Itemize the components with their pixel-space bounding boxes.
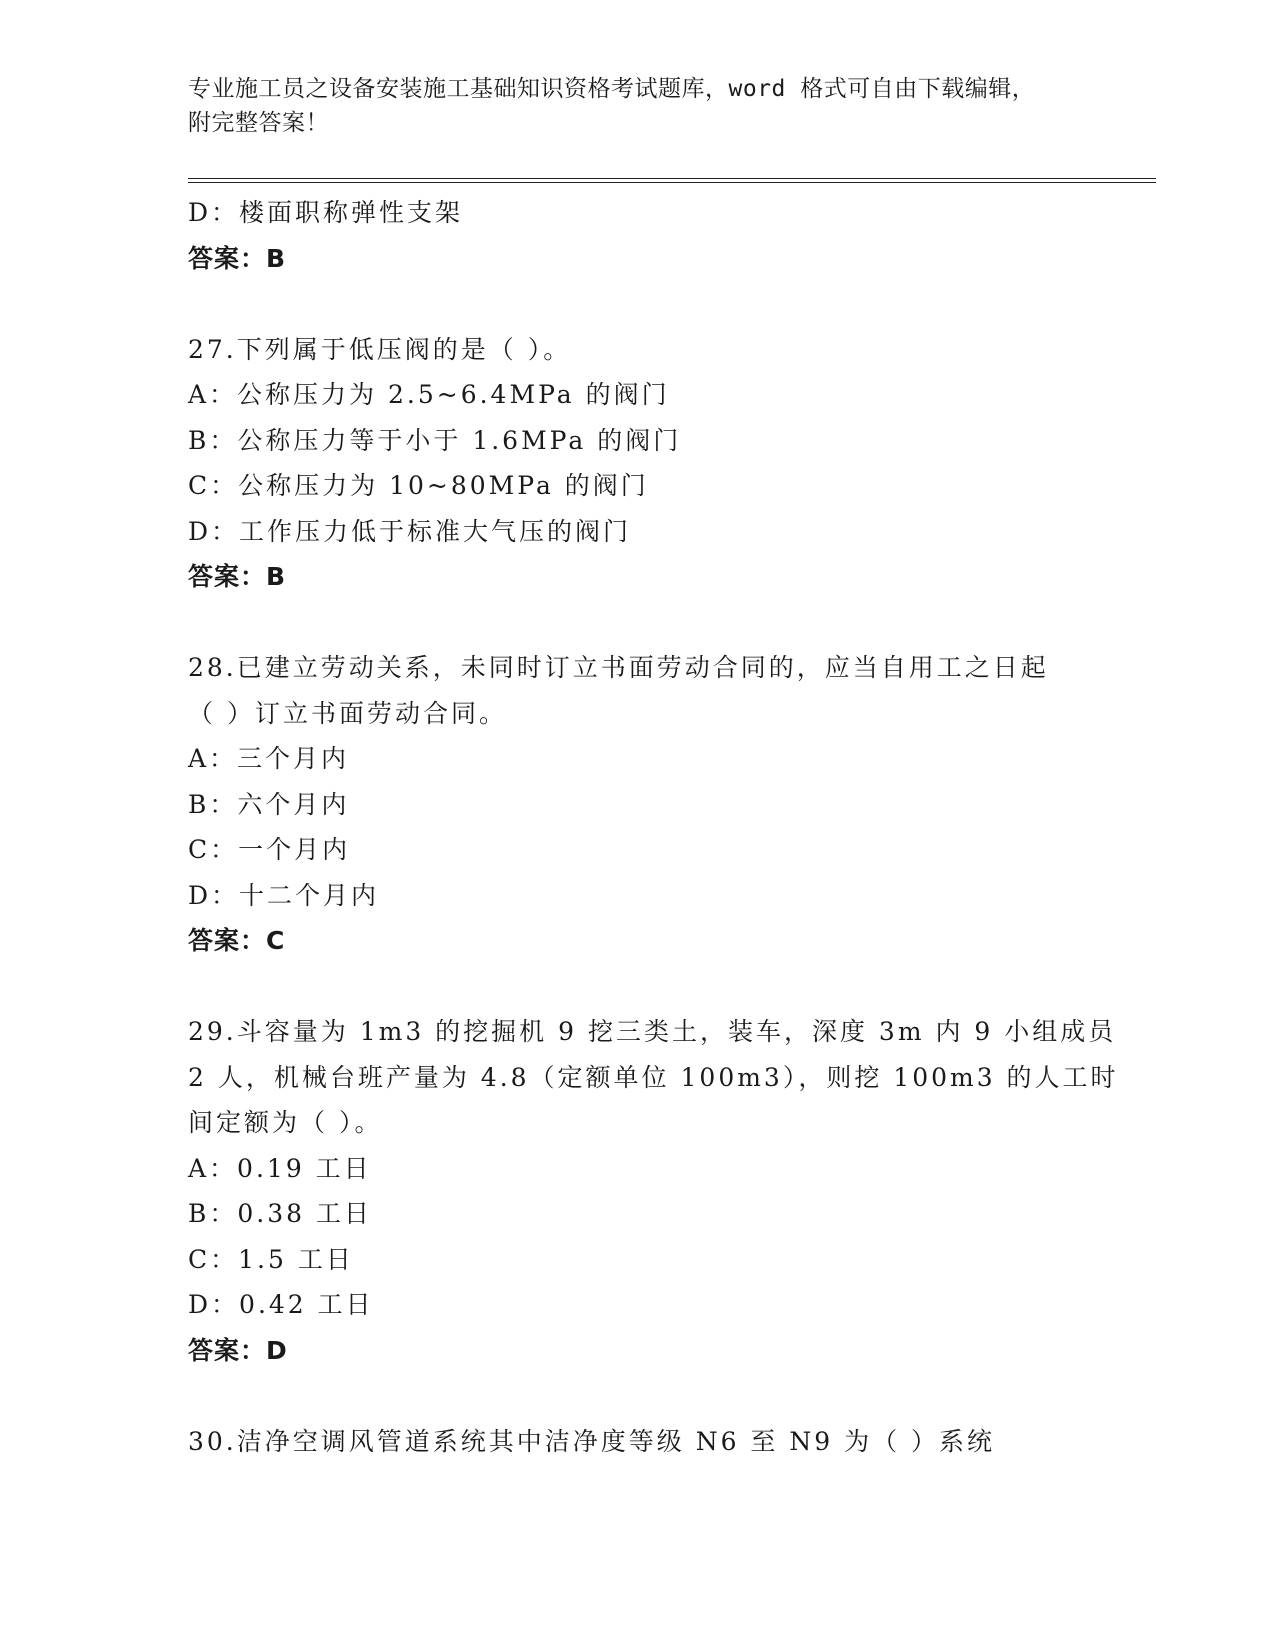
answer-line: 答案：B bbox=[188, 243, 287, 273]
option-b: B：六个月内 bbox=[188, 789, 350, 819]
page-header bbox=[188, 72, 1088, 140]
question-28 bbox=[188, 645, 1088, 964]
question-stem: 28.已建立劳动关系，未同时订立书面劳动合同的，应当自用工之日起 bbox=[188, 653, 1049, 682]
question-30 bbox=[188, 1419, 1088, 1465]
spacer bbox=[188, 964, 1088, 1010]
option-c: C：一个月内 bbox=[188, 835, 351, 864]
option-d: D：十二个月内 bbox=[188, 880, 380, 910]
question-26-tail bbox=[188, 190, 1088, 281]
option-d: D：楼面职称弹性支架 bbox=[188, 198, 464, 227]
option-d: D：0.42 工日 bbox=[188, 1290, 374, 1319]
spacer bbox=[188, 600, 1088, 646]
question-stem: 27.下列属于低压阀的是（ ）。 bbox=[188, 334, 572, 364]
question-29 bbox=[188, 1009, 1119, 1373]
option-a: A：公称压力为 2.5~6.4MPa 的阀门 bbox=[188, 380, 670, 409]
header-divider bbox=[188, 178, 1156, 183]
question-stem-continued: 间定额为（ ）。 bbox=[188, 1108, 383, 1137]
spacer bbox=[188, 1373, 1088, 1419]
header-line-2: 附完整答案！ bbox=[188, 110, 329, 136]
answer-line: 答案：C bbox=[188, 926, 286, 955]
option-c: C：1.5 工日 bbox=[188, 1244, 354, 1274]
question-list bbox=[188, 190, 1119, 1464]
option-a: A：0.19 工日 bbox=[188, 1153, 372, 1183]
option-b: B：0.38 工日 bbox=[188, 1199, 372, 1228]
question-stem: 30.洁净空调风管道系统其中洁净度等级 N6 至 N9 为（ ）系统 bbox=[188, 1426, 996, 1456]
option-a: A：三个月内 bbox=[188, 744, 350, 773]
option-c: C：公称压力为 10~80MPa 的阀门 bbox=[188, 471, 649, 500]
question-stem-continued: （ ）订立书面劳动合同。 bbox=[188, 698, 507, 728]
option-d: D：工作压力低于标准大气压的阀门 bbox=[188, 516, 632, 546]
header-line-1: 专业施工员之设备安装施工基础知识资格考试题库，word 格式可自由下载编辑， bbox=[188, 76, 1036, 102]
question-stem: 29.斗容量为 1m3 的挖掘机 9 挖三类土，装车，深度 3m 内 9 小组成员 bbox=[188, 1017, 1117, 1046]
option-b: B：公称压力等于小于 1.6MPa 的阀门 bbox=[188, 425, 682, 455]
spacer bbox=[188, 281, 1088, 327]
answer-line: 答案：B bbox=[188, 562, 287, 591]
question-stem-continued: 2 人，机械台班产量为 4.8（定额单位 100m3），则挖 100m3 的人工时 bbox=[188, 1062, 1119, 1092]
answer-line: 答案：D bbox=[188, 1335, 288, 1365]
question-27 bbox=[188, 327, 1088, 600]
